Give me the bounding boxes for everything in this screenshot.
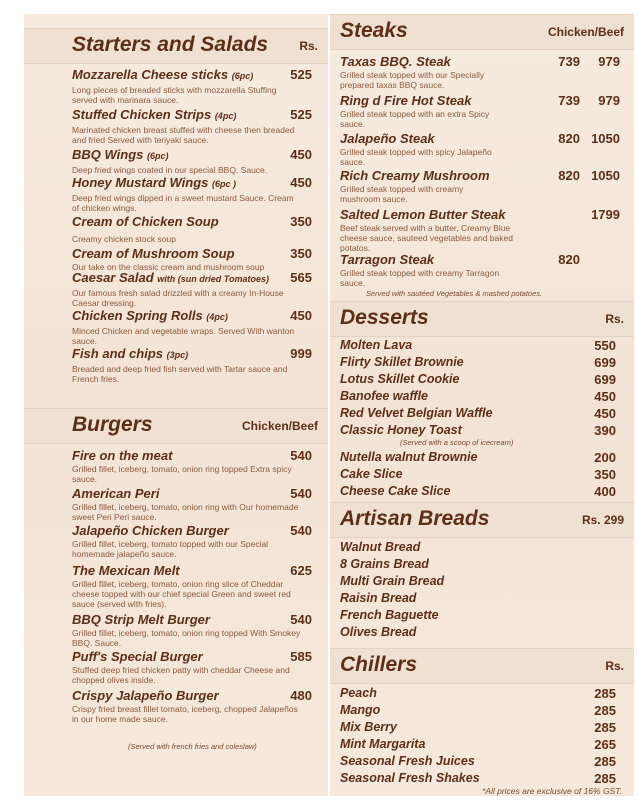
price-header: Rs. 299: [581, 513, 624, 527]
price-header: Rs.: [605, 312, 624, 326]
item-name: Crispy Jalapeño Burger: [72, 688, 219, 703]
menu-item: [340, 703, 624, 718]
menu-item: [72, 649, 320, 685]
price-header: Chicken/Beef: [547, 25, 624, 39]
price-header: Chicken/Beef: [241, 419, 318, 433]
item-price-beef: 979: [598, 93, 620, 108]
list-item: [340, 625, 624, 640]
item-price: 450: [594, 389, 616, 404]
item-price: 450: [290, 308, 312, 323]
item-price: 999: [290, 346, 312, 361]
menu-item: [72, 107, 320, 145]
menu-item: [340, 771, 624, 786]
item-price: 285: [594, 754, 616, 769]
item-name: Raisin Bread: [340, 591, 417, 605]
section-title: Desserts: [340, 306, 429, 329]
item-desc: Grilled steak topped with creamy mushroom sauce.: [340, 184, 464, 204]
menu-item: [340, 686, 624, 701]
item-desc: Grilled fillet, iceberg, tomato topped with our Special homemade jalapeño sauce.: [72, 539, 269, 559]
item-name: Seasonal Fresh Shakes: [340, 771, 480, 785]
menu-item: [72, 67, 320, 105]
item-price: 450: [290, 147, 312, 162]
item-name: Flirty Skillet Brownie: [340, 355, 464, 369]
menu-item: [340, 131, 624, 167]
item-name: Lotus Skillet Cookie: [340, 372, 460, 386]
item-name: Honey Mustard Wings: [72, 175, 209, 190]
item-desc: Creamy chicken stock soup: [72, 234, 176, 244]
item-name: Mix Berry: [340, 720, 397, 734]
item-name: Mint Margarita: [340, 737, 426, 751]
item-price: 480: [290, 688, 312, 703]
item-name: Caesar Salad: [72, 270, 154, 285]
section-title: Starters and Salads: [72, 33, 269, 56]
item-desc: Deep fried wings coated in our special BBQ. Sauce.: [72, 165, 268, 175]
item-name: Fish and chips: [72, 346, 164, 361]
item-price: 350: [290, 214, 312, 229]
item-qty: (6pc ): [212, 179, 237, 189]
item-desc: Grilled steak topped with spicy Jalapeño sauce.: [340, 147, 492, 167]
menu-item: [340, 168, 624, 204]
item-desc: Grilled fillet, iceberg, tomato, onion ring with Our homemade sweet Peri Peri sauce.: [72, 502, 299, 522]
left-menu-panel: [24, 14, 328, 796]
menu-item: [72, 612, 320, 648]
item-name: Mozzarella Cheese sticks: [72, 67, 229, 82]
item-desc: Grilled steak topped with an extra Spicy sauce.: [340, 109, 490, 129]
section-title: Artisan Breads: [340, 507, 490, 530]
item-price: 285: [594, 703, 616, 718]
item-desc: Our famous fresh salad drizzled with a creamy In-House Caesar dressing.: [72, 288, 284, 308]
item-price: 390: [594, 423, 616, 438]
item-name: Cream of Mushroom Soup: [72, 246, 235, 261]
section-header-starters: [24, 28, 328, 64]
list-item: [340, 574, 624, 589]
item-price: 625: [290, 563, 312, 578]
menu-item: [340, 737, 624, 752]
list-item: [340, 540, 624, 555]
item-name: American Peri: [72, 486, 160, 501]
item-price: 540: [290, 448, 312, 463]
item-price-beef: 1050: [591, 131, 620, 146]
section-title: Steaks: [340, 19, 408, 42]
item-name: Rich Creamy Mushroom: [340, 168, 490, 183]
menu-item: [340, 754, 624, 769]
item-name: BBQ Strip Melt Burger: [72, 612, 210, 627]
menu-item: [72, 270, 320, 308]
item-price: 540: [290, 486, 312, 501]
right-menu-panel: [330, 14, 634, 796]
item-name: French Baguette: [340, 608, 439, 622]
item-qty: (3pc): [166, 350, 189, 360]
item-name: Nutella walnut Brownie: [340, 450, 478, 464]
item-price: 699: [594, 372, 616, 387]
menu-item: [340, 467, 624, 482]
menu-item: [340, 389, 624, 404]
item-price: 550: [594, 338, 616, 353]
menu-item: [72, 523, 320, 559]
item-name: Cream of Chicken Soup: [72, 214, 219, 229]
item-qty: (4pc): [206, 312, 228, 322]
item-name: Jalapeño Steak: [340, 131, 435, 146]
price-header: Rs.: [605, 659, 624, 673]
item-price-chicken: 820: [558, 168, 580, 183]
item-price: 285: [594, 720, 616, 735]
menu-item: [72, 147, 320, 175]
menu-item: [340, 252, 624, 288]
section-title: Chillers: [340, 653, 418, 676]
menu-item: [72, 175, 320, 213]
menu-item: [340, 450, 624, 465]
item-desc: Minced Chicken and vegetable wraps. Served With wanton sauce.: [72, 326, 295, 346]
menu-item: [72, 346, 320, 384]
item-name: Peach: [340, 686, 377, 700]
item-name: Mango: [340, 703, 381, 717]
item-price: 585: [290, 649, 312, 664]
item-name: Molten Lava: [340, 338, 413, 352]
item-qty: (6pc): [147, 151, 169, 161]
section-header-burgers: [24, 408, 328, 444]
item-price: 565: [290, 270, 312, 285]
item-price: 200: [594, 450, 616, 465]
item-name: Taxas BBQ. Steak: [340, 54, 451, 69]
item-name: Stuffed Chicken Strips: [72, 107, 212, 122]
item-price: 540: [290, 612, 312, 627]
item-name: Cake Slice: [340, 467, 403, 481]
item-desc: Grilled steak topped with creamy Tarragon sauce.: [340, 268, 500, 288]
item-desc: Grilled steak topped with our Specially prepared taxas BBQ sauce.: [340, 70, 485, 90]
item-price-beef: 1799: [591, 207, 620, 222]
section-title: Burgers: [72, 413, 153, 436]
item-price-beef: 1050: [591, 168, 620, 183]
item-desc: Grilled fillet, iceberg, tomato, onion ring topped With Smokey BBQ. Sauce.: [72, 628, 301, 648]
item-price-chicken: 820: [558, 252, 580, 267]
item-desc: Beef steak served with a butter, Creamy Blue cheese sauce, sauteed vegetables and baked potatos.: [340, 223, 513, 253]
item-qty: (6pc): [231, 71, 254, 81]
item-price: 450: [290, 175, 312, 190]
item-price: 350: [594, 467, 616, 482]
menu-item: [340, 484, 624, 499]
item-qty: with (sun dried Tomatoes): [157, 274, 269, 284]
item-name: Red Velvet Belgian Waffle: [340, 406, 493, 420]
item-name: Banofee waffle: [340, 389, 428, 403]
menu-item: [72, 486, 320, 522]
steaks-note: Served with sautéed Vegetables & mashed potatoes.: [366, 289, 543, 298]
item-name: Walnut Bread: [340, 540, 421, 554]
item-desc: Stuffed deep fried chicken patty with cheddar Cheese and chopped olives inside.: [72, 665, 290, 685]
item-name: Puff's Special Burger: [72, 649, 203, 664]
item-name: Classic Honey Toast: [340, 423, 462, 437]
item-price-chicken: 820: [558, 131, 580, 146]
menu-item: [72, 246, 320, 272]
section-header-desserts: [330, 301, 634, 337]
item-price: 525: [290, 67, 312, 82]
item-name: 8 Grains Bread: [340, 557, 429, 571]
menu-item: [340, 338, 624, 353]
item-desc: Deep fried wings dipped in a sweet mustard Sauce. Cream of chicken wings.: [72, 193, 294, 213]
menu-item: [340, 54, 624, 90]
menu-item: [72, 563, 320, 609]
burgers-note: (Served with french fries and coleslaw): [128, 742, 257, 751]
item-desc: Grilled fillet, iceberg, tomato, onion ring topped Extra spicy sauce.: [72, 464, 292, 484]
item-name: The Mexican Melt: [72, 563, 180, 578]
item-name: Jalapeño Chicken Burger: [72, 523, 229, 538]
menu-item: [72, 688, 320, 724]
menu-item: [340, 207, 624, 253]
item-price: 540: [290, 523, 312, 538]
item-name: Cheese Cake Slice: [340, 484, 451, 498]
item-price-chicken: 739: [558, 93, 580, 108]
menu-item: [72, 448, 320, 484]
menu-item: [72, 308, 320, 346]
price-header: Rs.: [299, 39, 318, 53]
item-name: Chicken Spring Rolls: [72, 308, 203, 323]
menu-item: [340, 423, 624, 438]
item-price: 699: [594, 355, 616, 370]
item-name: Seasonal Fresh Juices: [340, 754, 475, 768]
list-item: [340, 591, 624, 606]
menu-item: [340, 720, 624, 735]
item-name: BBQ Wings: [72, 147, 144, 162]
item-price: 285: [594, 771, 616, 786]
item-desc: Long pieces of breaded sticks with mozzarella Stuffing served with marinara sauce.: [72, 85, 277, 105]
item-price: 265: [594, 737, 616, 752]
menu-item: [72, 214, 320, 244]
menu-item: [340, 372, 624, 387]
menu-item: [340, 93, 624, 129]
item-price: 400: [594, 484, 616, 499]
item-qty: (4pc): [214, 111, 237, 121]
item-desc: Marinated chicken breast stuffed with cheese then breaded and fried Served with teriyaki sauce.: [72, 125, 295, 145]
item-price: 450: [594, 406, 616, 421]
section-header-chillers: [330, 648, 634, 684]
item-price-chicken: 739: [558, 54, 580, 69]
section-header-breads: [330, 502, 634, 538]
item-price: 285: [594, 686, 616, 701]
item-desc: Crispy fried breast fillet tomato, iceberg, chopped Jalapeños in our home made sauce.: [72, 704, 298, 724]
item-name: Fire on the meat: [72, 448, 173, 463]
section-header-steaks: [330, 14, 634, 50]
menu-item: [340, 406, 624, 421]
item-name: Multi Grain Bread: [340, 574, 445, 588]
item-name: Tarragon Steak: [340, 252, 435, 267]
item-name: Salted Lemon Butter Steak: [340, 207, 506, 222]
item-price-beef: 979: [598, 54, 620, 69]
item-name: Olives Bread: [340, 625, 417, 639]
item-name: Ring d Fire Hot Steak: [340, 93, 472, 108]
list-item: [340, 608, 624, 623]
list-item: [340, 557, 624, 572]
item-price: 525: [290, 107, 312, 122]
item-desc: Grilled fillet, iceberg, tomato, onion ring slice of Cheddar cheese topped with our chief special Green and sweet red sauce (served with fries).: [72, 579, 291, 609]
gst-note: *All prices are exclusive of 16% GST.: [482, 786, 622, 796]
item-price: 350: [290, 246, 312, 261]
dessert-note: (Served with a scoop of icecream): [400, 438, 514, 447]
item-desc: Our take on the classic cream and mushroom soup: [72, 262, 265, 272]
item-desc: Breaded and deep fried fish served with Tartar sauce and French fries.: [72, 364, 288, 384]
menu-item: [340, 355, 624, 370]
